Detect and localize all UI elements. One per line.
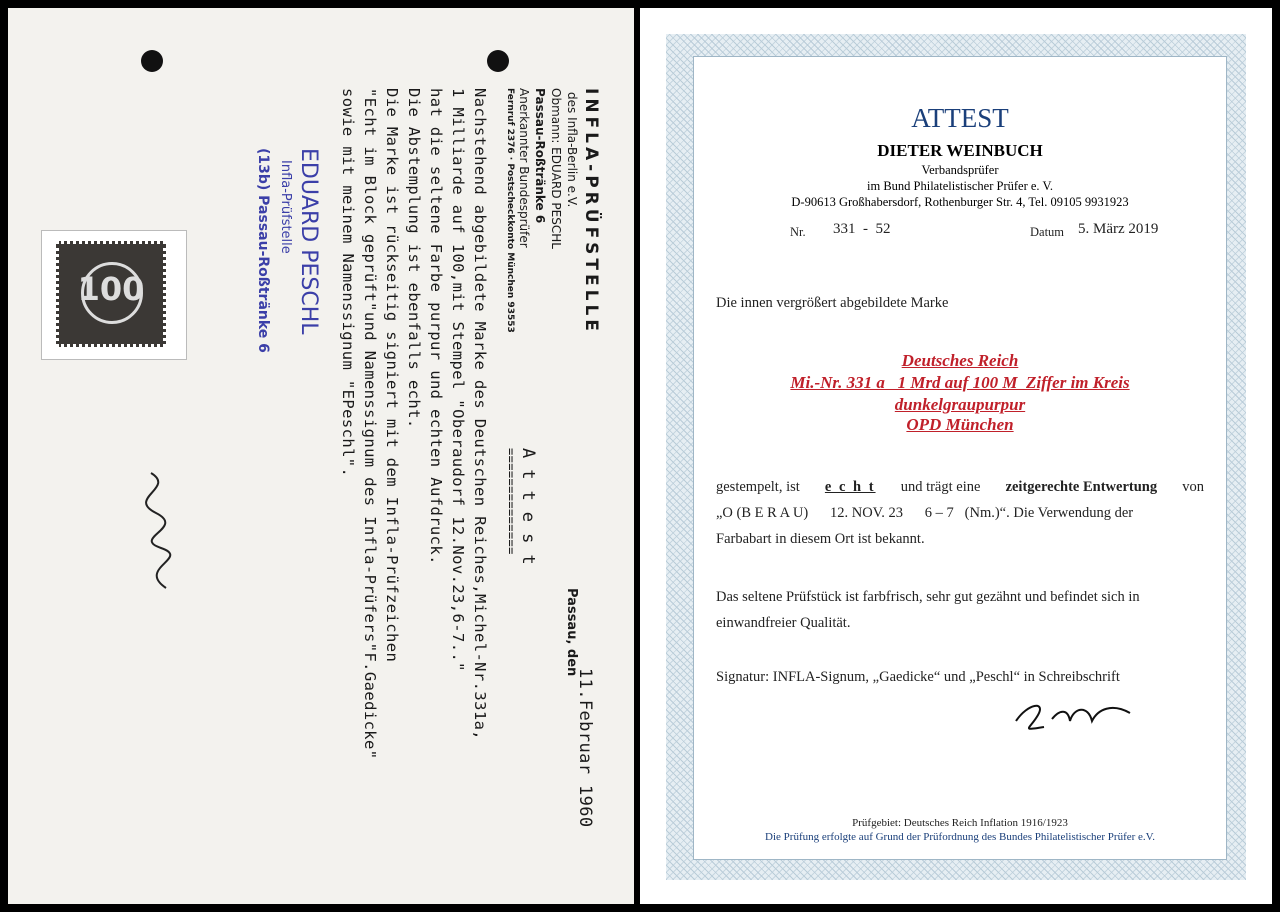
desc-line-1: Deutsches Reich (901, 351, 1019, 370)
org-role: Anerkannter Bundesprüfer (517, 88, 531, 248)
date-place: Passau, den (564, 588, 579, 677)
certificate-body (693, 56, 1227, 860)
examiner-stamp-address: (13b) Passau-Roßtränke 6 (255, 148, 271, 353)
examiner-association: im Bund Philatelistischer Prüfer e. V. (867, 179, 1053, 193)
nr-label: Nr. (790, 225, 806, 239)
date-typed: 11.Februar 1960 (575, 668, 595, 828)
examiner-address: D-90613 Großhabersdorf, Rothenburger Str. 4, Tel. 09105 9931923 (791, 195, 1129, 209)
para1-line3: Farbabart in diesem Ort ist bekannt. (716, 531, 925, 547)
stamp-image (41, 230, 187, 360)
para2-line2: einwandfreier Qualität. (716, 615, 851, 631)
datum-value: 5. März 2019 (1078, 221, 1159, 237)
stamp-denomination: 100 (77, 270, 145, 308)
rotated-typed-content (33, 88, 601, 904)
echt-word: e c h t (824, 479, 876, 495)
attest-title: A t t e s t (518, 448, 538, 565)
signatur-text: Signatur: INFLA-Signum, „Gaedicke“ und „Peschl“ in Schreibschrift (716, 669, 1120, 685)
entwertung-word: zeitgerechte Entwertung (1005, 479, 1158, 495)
typed-line-7: sowie mit meinem Namenssignum "EPeschl". (339, 88, 357, 478)
typed-line-6: "Echt im Block geprüft"und Namenssignum des Infla-Prüfers"F.Gaedicke" (361, 88, 379, 760)
typed-line-1: Nachstehend abgebildete Marke des Deutschen Reiches,Michel-Nr.331a, (471, 88, 489, 741)
examiner-signature (1008, 691, 1138, 735)
para1-text-c: von (1182, 479, 1204, 495)
typed-line-3: hat die seltene Farbe purpur und echten Aufdruck. (427, 88, 445, 565)
datum-label: Datum (1030, 225, 1065, 239)
org-title: INFLA-PRÜFSTELLE (581, 88, 601, 335)
desc-line-4: OPD München (906, 415, 1014, 434)
intro-text: Die innen vergrößert abgebildete Marke (716, 295, 949, 311)
cert-title: ATTEST (911, 103, 1009, 133)
para1-line1 (716, 479, 1204, 496)
org-obmann: Obmann: EDUARD PESCHL (549, 88, 563, 249)
punch-hole-right (487, 50, 509, 72)
examiner-name: DIETER WEINBUCH (877, 141, 1043, 160)
nr-value: 331 - 52 (833, 221, 891, 237)
handwritten-signature (121, 468, 181, 598)
para1-text-a: gestempelt, ist (716, 479, 800, 495)
footer-scope: Prüfgebiet: Deutsches Reich Inflation 1916/1923 (852, 817, 1068, 829)
org-sub: des Infla-Berlin e.V. (565, 92, 579, 208)
para1-line2: „O (B E R A U) 12. NOV. 23 6 – 7 (Nm.)“. Die Verwendung der (716, 505, 1134, 521)
certificate-page (640, 8, 1272, 904)
desc-line-3: dunkelgraupurpur (894, 395, 1026, 414)
examiner-stamp-sub: Infla-Prüfstelle (278, 160, 293, 254)
punch-hole-left (141, 50, 163, 72)
typed-line-4: Die Abstemplung ist ebenfalls echt. (405, 88, 423, 429)
para2-line1: Das seltene Prüfstück ist farbfrisch, sehr gut gezähnt und befindet sich in (716, 589, 1140, 605)
org-phone: Fernruf 2376 · Postscheckkonto München 93553 (505, 88, 515, 333)
typed-line-5: Die Marke ist rückseitig signiert mit dem Infla-Prüfzeichen (383, 88, 401, 663)
attest-underline: ============== (504, 448, 518, 555)
old-attest-page (8, 8, 634, 904)
examiner-role: Verbandsprüfer (921, 163, 999, 177)
typed-line-2: 1 Milliarde auf 100,mit Stempel "Oberaudorf 12.Nov.23,6-7.." (449, 88, 467, 672)
desc-line-2: Mi.-Nr. 331 a 1 Mrd auf 100 M Ziffer im Kreis (790, 373, 1130, 392)
footer-rules: Die Prüfung erfolgte auf Grund der Prüfordnung des Bundes Philatelistischer Prüfer e.V. (765, 831, 1155, 843)
org-address: Passau-Roßtränke 6 (533, 88, 547, 224)
para1-text-b: und trägt eine (900, 479, 981, 495)
examiner-stamp-name: EDUARD PESCHL (296, 148, 321, 335)
